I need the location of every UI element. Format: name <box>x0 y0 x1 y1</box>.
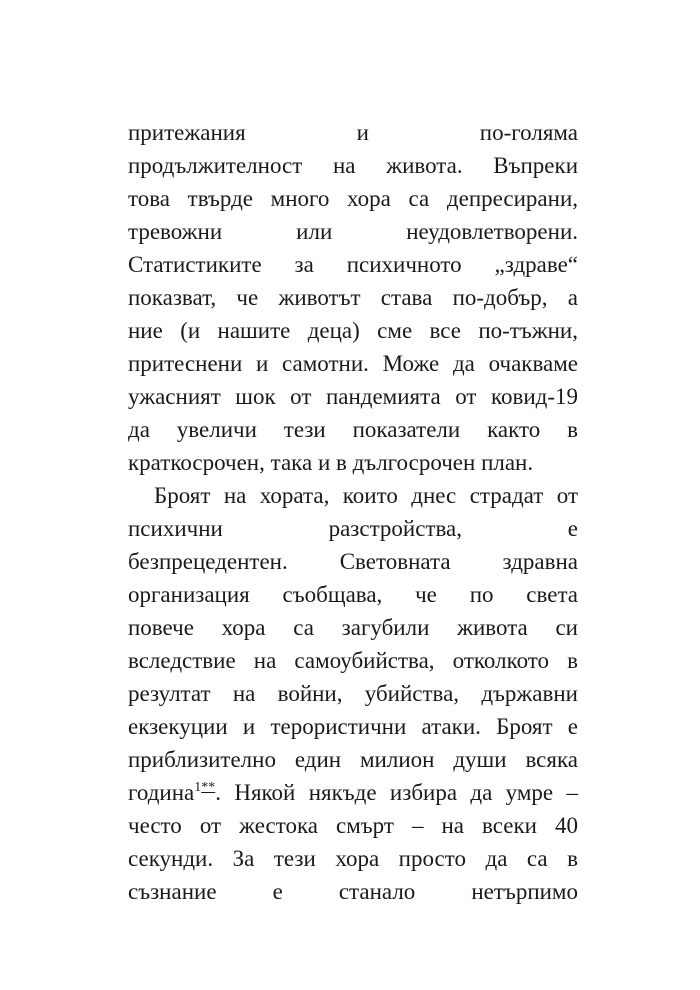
footnote-reference-number[interactable]: 1 <box>194 780 202 795</box>
text-line: често от жестока смърт – на всеки 40 <box>128 813 578 838</box>
text-line: това твърде много хора са депресирани, <box>128 186 578 211</box>
footnote-line-after: . Някой някъде избира да умре – <box>215 780 578 805</box>
footnote-line-before: година <box>128 780 195 805</box>
text-line: Статистиките за психичното „здраве“ <box>128 252 578 277</box>
text-line: вследствие на самоубийства, отколкото в <box>128 648 578 673</box>
text-line: съзнание е станало нетърпимо <box>128 879 578 904</box>
text-line-with-footnote <box>128 776 578 809</box>
text-line: ужасният шок от пандемията от ковид-19 <box>128 384 578 409</box>
text-line: ние (и нашите деца) сме все по-тъжни, <box>128 318 578 343</box>
text-line: притежания и по-голяма <box>128 120 578 145</box>
text-line: притеснени и самотни. Може да очакваме <box>128 351 578 376</box>
text-line: организация съобщава, че по света <box>128 582 578 607</box>
text-line: показват, че животът става по-добър, а <box>128 285 578 310</box>
text-line: секунди. За тези хора просто да са в <box>128 846 578 871</box>
footnote-reference-marker[interactable]: ** <box>201 780 216 795</box>
paragraph-first-line: Броят на хората, които днес страдат от <box>154 483 578 508</box>
text-line: приблизително един милион души всяка <box>128 747 578 772</box>
book-page-text <box>128 116 578 908</box>
text-line: психични разстройства, е <box>128 516 578 541</box>
text-line: резултат на войни, убийства, държавни <box>128 681 578 706</box>
text-line: тревожни или неудовлетворени. <box>128 219 578 244</box>
text-line: продължителност на живота. Въпреки <box>128 153 578 178</box>
text-line: краткосрочен, така и в дългосрочен план. <box>128 450 534 475</box>
text-line: повече хора са загубили живота си <box>128 615 578 640</box>
text-line: екзекуции и терористични атаки. Броят е <box>128 714 578 739</box>
text-line: да увеличи тези показатели както в <box>128 417 578 442</box>
text-line: безпрецедентен. Световната здравна <box>128 549 578 574</box>
